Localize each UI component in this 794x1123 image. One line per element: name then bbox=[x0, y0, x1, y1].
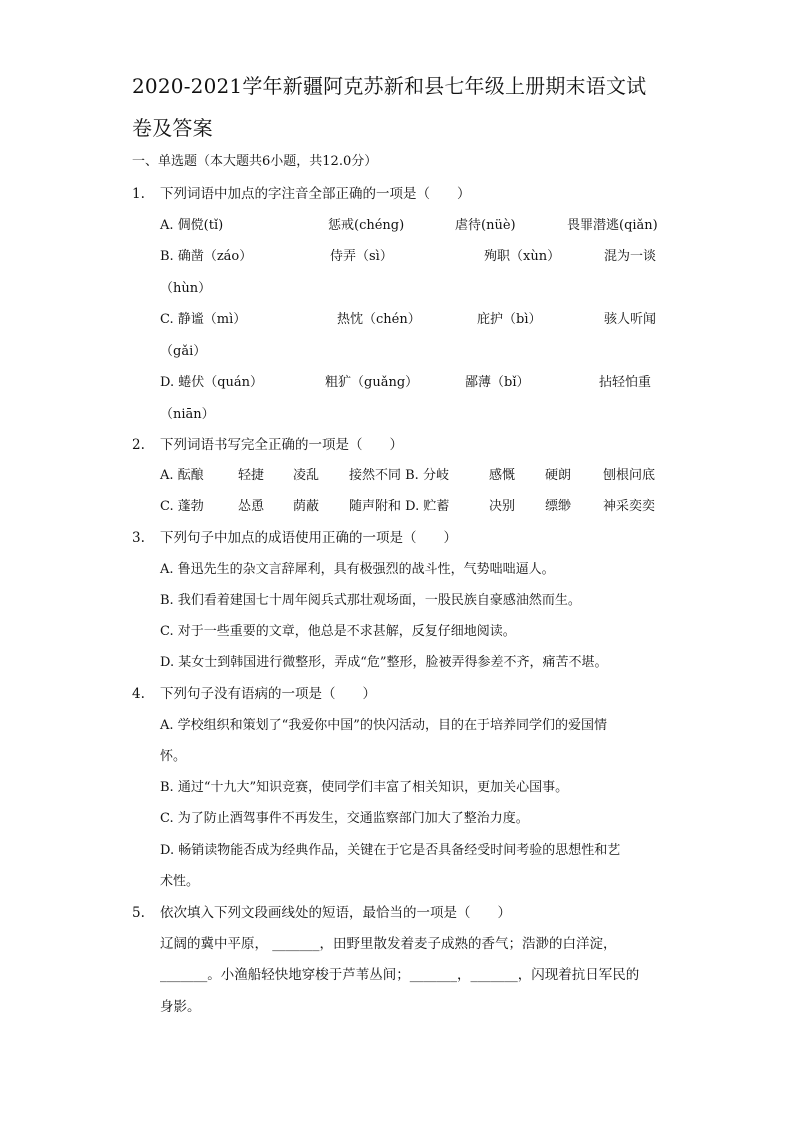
q2-row-2-cell-3: 荫蔽 bbox=[293, 499, 320, 514]
q2-row-1-cell-5: 感慨 bbox=[489, 468, 516, 483]
q1-option-b-continued: （hùn） bbox=[160, 281, 212, 296]
q1-option-a-word-1: A. 倜傥(tǐ) bbox=[160, 218, 224, 233]
q3-option-b: B. 我们看着建国七十周年阅兵式那壮观场面，一股民族自豪感油然而生。 bbox=[160, 593, 581, 608]
q4-option-d: D. 畅销读物能否成为经典作品，关键在于它是否具备经受时间考验的思想性和艺 bbox=[160, 843, 621, 858]
question-text: 下列词语书写完全正确的一项是（ ） bbox=[160, 437, 403, 453]
q3-option-a: A. 鲁迅先生的杂文言辞犀利，具有极强烈的战斗性，气势咄咄逼人。 bbox=[160, 562, 555, 577]
q5-passage-line-2: _______。小渔船轻快地穿梭于芦苇丛间；_______，_______，闪现着抗日军民的 bbox=[160, 967, 640, 983]
q2-row-2-cell-5: 决别 bbox=[489, 499, 516, 514]
q2-row-1-cell-7: 刨根问底 bbox=[603, 468, 656, 483]
q2-row-1-cell-4: 接然不同 B. 分岐 bbox=[349, 468, 449, 483]
q1-option-d-word-3: 鄙薄（bǐ） bbox=[465, 375, 530, 390]
q1-option-a-word-3: 虐待(nüè) bbox=[455, 218, 516, 233]
q1-option-b-word-1: B. 确凿（záo） bbox=[160, 249, 253, 264]
q2-row-2-cell-4: 随声附和 D. 贮蓄 bbox=[349, 499, 450, 514]
document-title-line-2: 卷及答案 bbox=[132, 116, 213, 140]
question-5-stem bbox=[132, 901, 511, 921]
q1-option-d-word-4: 拈轻怕重 bbox=[599, 375, 652, 390]
q2-row-1-cell-2: 轻捷 bbox=[238, 468, 265, 483]
q1-option-d-word-2: 粗犷（guǎng） bbox=[325, 375, 419, 390]
question-number: 5. bbox=[132, 905, 145, 921]
q1-option-a-word-4: 畏罪潜逃(qiǎn) bbox=[567, 218, 658, 233]
q2-row-2-cell-6: 缥缈 bbox=[545, 499, 572, 514]
section-heading: 一、单选题（本大题共6小题，共12.0分） bbox=[132, 154, 378, 169]
q3-option-d: D. 某女士到韩国进行微整形，弄成“危”整形，脸被弄得参差不齐，痛苦不堪。 bbox=[160, 655, 608, 670]
q1-option-a-word-2: 惩戒(chéng) bbox=[328, 218, 405, 233]
q2-row-2-cell-2: 怂恿 bbox=[238, 499, 265, 514]
q5-passage-line-1: 辽阔的冀中平原， _______，田野里散发着麦子成熟的香气；浩渺的白洋淀， bbox=[160, 936, 617, 952]
q2-row-2-cell-7: 神采奕奕 bbox=[603, 499, 656, 514]
question-3-stem bbox=[132, 526, 457, 546]
q4-option-c: C. 为了防止酒驾事件不再发生，交通监察部门加大了整治力度。 bbox=[160, 811, 529, 826]
question-number: 1. bbox=[132, 186, 145, 202]
q2-row-1-cell-1: A. 酝酿 bbox=[160, 468, 204, 483]
question-number: 4. bbox=[132, 686, 145, 702]
q4-option-a-continued: 怀。 bbox=[160, 749, 187, 764]
q1-option-c-word-3: 庇护（bì） bbox=[477, 312, 542, 327]
q4-option-b: B. 通过“十九大”知识竞赛，使同学们丰富了相关知识，更加关心国事。 bbox=[160, 780, 569, 795]
q4-option-a: A. 学校组织和策划了“我爱你中国”的快闪活动，目的在于培养同学们的爱国情 bbox=[160, 718, 607, 733]
q1-option-d-continued: （niān） bbox=[160, 407, 215, 422]
q2-row-2-cell-1: C. 蓬勃 bbox=[160, 499, 204, 514]
question-4-stem bbox=[132, 682, 376, 702]
question-text: 依次填入下列文段画线处的短语，最恰当的一项是（ ） bbox=[160, 905, 511, 921]
question-number: 3. bbox=[132, 530, 145, 546]
q1-option-c-continued: （gǎi） bbox=[160, 344, 207, 359]
q1-option-b-word-2: 侍弄（sì） bbox=[330, 249, 393, 264]
q1-option-c-word-4: 骇人听闻 bbox=[604, 312, 657, 327]
q1-option-c-word-2: 热忱（chén） bbox=[337, 312, 421, 327]
question-text: 下列句子中加点的成语使用正确的一项是（ ） bbox=[160, 530, 457, 546]
q1-option-c-word-1: C. 静谧（mì） bbox=[160, 312, 247, 327]
q3-option-c: C. 对于一些重要的文章，他总是不求甚解，反复仔细地阅读。 bbox=[160, 624, 516, 639]
question-number: 2. bbox=[132, 437, 145, 453]
q1-option-b-word-4: 混为一谈 bbox=[604, 249, 657, 264]
q1-option-b-word-3: 殉职（xùn） bbox=[484, 249, 561, 264]
question-1-stem bbox=[132, 182, 471, 202]
q2-row-1-cell-6: 硬朗 bbox=[545, 468, 572, 483]
q2-row-1-cell-3: 凌乱 bbox=[293, 468, 320, 483]
q1-option-d-word-1: D. 蜷伏（quán） bbox=[160, 375, 264, 390]
question-text: 下列词语中加点的字注音全部正确的一项是（ ） bbox=[160, 186, 471, 202]
question-2-stem bbox=[132, 433, 403, 453]
q4-option-d-continued: 术性。 bbox=[160, 874, 200, 889]
question-text: 下列句子没有语病的一项是（ ） bbox=[160, 686, 376, 702]
document-title-line-1: 2020-2021学年新疆阿克苏新和县七年级上册期末语文试 bbox=[132, 74, 647, 98]
q5-passage-line-3: 身影。 bbox=[160, 999, 201, 1015]
